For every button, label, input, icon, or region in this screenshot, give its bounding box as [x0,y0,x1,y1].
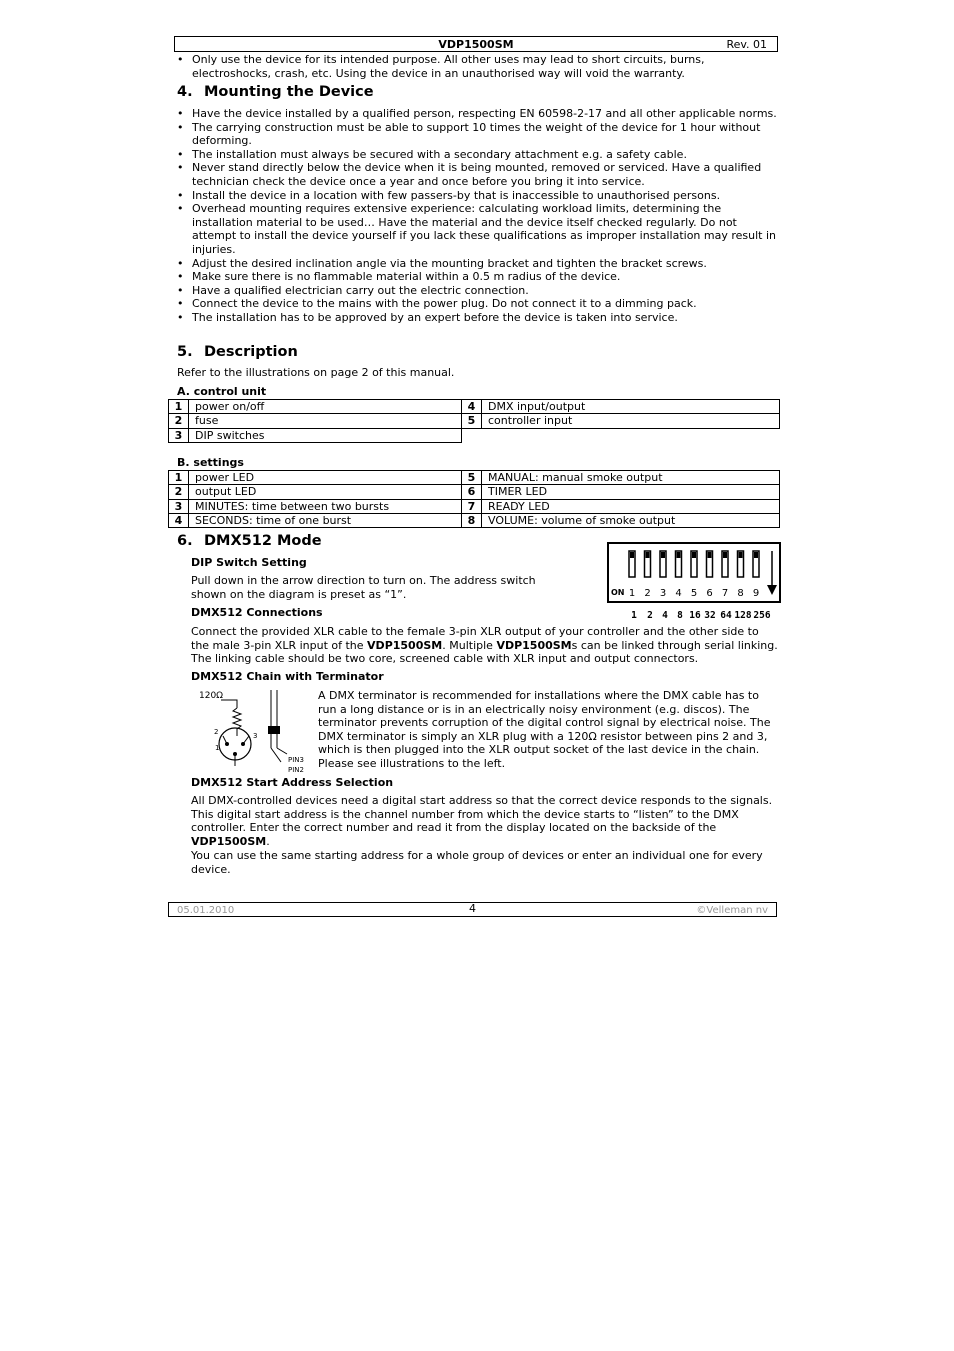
xlr-wire [243,736,249,744]
dip-switch-knob [754,552,758,558]
dip-switch-knob [692,552,696,558]
dip-switch-heading: DIP Switch Setting [191,556,307,569]
connector-line [277,748,287,754]
dip-switch-numbers [629,588,759,599]
dip-switch-value: 64 [720,610,732,621]
table-cell: DIP switches [189,428,462,442]
table-cell: controller input [482,414,780,428]
header-model: VDP1500SM [438,38,514,51]
text-run: . Multiple [442,638,497,652]
control-unit-label: A. control unit [177,385,267,398]
text-run: . [266,834,270,848]
dip-switch-number: 1 [628,588,636,599]
dip-on-label: ON [611,588,625,597]
dip-switch-number: 2 [644,588,651,599]
settings-label: B. settings [177,456,244,469]
pin3-label: PIN3 [288,756,304,764]
list-item: • The carrying construction must be able to support 10 times the weight of the device for 1 hour without deforming. [177,121,779,148]
dip-switch-text-1: Pull down in the arrow direction to turn on. The address switch [191,574,536,587]
list-item: • Make sure there is no flammable material within a 0.5 m radius of the device. [177,270,779,284]
table-row [169,513,780,527]
section-6-heading [177,535,322,549]
start-address-text [191,794,779,848]
chain-terminator-text: A DMX terminator is recommended for installations where the DMX cable has to run a long distance or is in an electrically noisy environment (e.g. discos). The terminator prevents corruption of the digital control signal by electrical noise. The DMX terminator is simply an XLR plug with a 120Ω resistor between pins 2 and 3, which is then plugged into the XLR output socket of the last device in the chain. Please see illustrations to the left. [318,689,771,770]
list-item: • Connect the device to the mains with the power plug. Do not connect it to a dimming pack. [177,297,779,311]
dip-switch-value: 32 [704,610,716,621]
resistor-label: 120Ω [199,691,224,701]
table-cell: output LED [189,485,462,499]
table-cell: MINUTES: time between two bursts [189,499,462,513]
list-item: • Overhead mounting requires extensive experience: calculating workload limits, determining the installation material to be used… Have the material and the device itself checked regularly. Do not attempt to install the device yourself if you lack these qualifications as improper installation may result in injuries. [177,202,779,256]
dip-switch-value: 128 [734,610,752,621]
table-cell: MANUAL: manual smoke output [482,471,780,485]
header-revision: Rev. 01 [726,38,767,51]
xlr-wire [223,736,227,744]
dip-switch-value: 1 [631,610,637,621]
pin2-label: PIN2 [288,766,304,774]
dip-switch-knob [677,552,681,558]
table-cell-num: 4 [169,513,189,527]
section-4-title: Mounting the Device [204,84,374,100]
table-row [169,400,780,414]
table-cell-empty [482,428,780,442]
section-5-title: Description [204,344,298,360]
dip-switch-value: 4 [662,610,668,621]
table-row [169,414,780,428]
dip-switch-values [631,610,771,621]
section-5-heading [177,346,298,360]
dip-switch-number: 6 [706,588,713,599]
chain-terminator-heading: DMX512 Chain with Terminator [191,670,384,683]
table-cell-num: 4 [462,400,482,414]
footer-date: 05.01.2010 [177,905,235,916]
table-cell: DMX input/output [482,400,780,414]
list-item: • Adjust the desired inclination angle via the mounting bracket and tighten the bracket screws. [177,257,779,271]
table-cell-empty [462,428,482,442]
connector-line [271,748,281,762]
dip-switch-knob [646,552,650,558]
start-address-heading: DMX512 Start Address Selection [191,776,394,789]
table-cell-num: 5 [462,414,482,428]
terminator-diagram [195,686,313,774]
page-header [174,36,778,52]
dip-switch-value: 8 [677,610,683,621]
text-run-bold: VDP1500SM [191,834,267,848]
dip-switch-text-2: shown on the diagram is preset as “1”. [191,588,407,601]
dip-switch-value: 16 [689,610,701,621]
text-run: s can be linked through serial linking. The linking cable should be two core, screened cable with XLR input and output connectors. [191,638,778,666]
dip-switch-diagram [606,541,782,623]
dip-switches [629,551,759,577]
dip-switch-number: 3 [659,588,667,599]
footer-copyright: ©Velleman nv [696,905,768,916]
dip-switch-number: 8 [737,588,744,599]
dmx-connections-text [191,625,779,666]
section-5-number: 5. [177,344,193,360]
table-cell-num: 5 [462,471,482,485]
dip-switch-number: 4 [675,588,682,599]
intro-bullet: • Only use the device for its intended purpose. All other uses may lead to short circuits, burns, electroshocks, crash, etc. Using the device in an unauthorised way will void the warranty. [177,53,779,80]
table-cell-num: 3 [169,499,189,513]
list-item: • Install the device in a location with few passers-by that is inaccessible to unauthorised persons. [177,189,779,203]
section-4-list [177,107,779,325]
dip-switch-number: 9 [752,588,760,599]
settings-table [168,470,780,528]
table-cell: fuse [189,414,462,428]
table-cell: SECONDS: time of one burst [189,513,462,527]
table-row [169,499,780,513]
table-row [169,428,780,442]
table-cell-num: 3 [169,428,189,442]
resistor-block-icon [268,726,280,734]
list-item: • The installation has to be approved by an expert before the device is taken into service. [177,311,779,325]
dip-switch-knob [630,552,634,558]
list-item: • The installation must always be secured with a secondary attachment e.g. a safety cable. [177,148,779,162]
pin-number-label: 1 [215,744,220,752]
dmx-connections-heading: DMX512 Connections [191,606,323,619]
dip-switch-knob [661,552,665,558]
table-cell-num: 6 [462,485,482,499]
dip-switch-value: 256 [753,610,771,621]
text-run: Connect the provided XLR cable to the female 3-pin XLR output of your controller and the other side to the male 3-pin XLR input of the [191,625,759,652]
table-cell-num: 2 [169,485,189,499]
dip-switch-value: 2 [647,610,653,621]
section-4-heading [177,86,374,100]
table-cell: VOLUME: volume of smoke output [482,513,780,527]
section-4-number: 4. [177,84,193,100]
list-item: • Never stand directly below the device when it is being mounted, removed or serviced. Have a qualified technician check the device once a year and once before you bring it into service. [177,161,779,188]
dip-switch-knob [723,552,727,558]
start-address-text-2: You can use the same starting address for a whole group of devices or enter an individual one for every device. [191,849,763,876]
intro-list [177,53,779,80]
table-cell-num: 1 [169,471,189,485]
table-row [169,485,780,499]
dip-switch-number: 5 [690,588,698,599]
arrow-down-icon [767,551,777,595]
resistor-lead [221,700,237,708]
resistor-icon [233,708,241,736]
table-cell: TIMER LED [482,485,780,499]
control-unit-table [168,399,780,443]
page-footer [168,902,777,917]
table-cell-num: 8 [462,513,482,527]
table-cell-num: 1 [169,400,189,414]
list-item: • Have the device installed by a qualified person, respecting EN 60598-2-17 and all other applicable norms. [177,107,779,121]
dip-switch-number: 7 [721,588,729,599]
section-6-number: 6. [177,533,193,549]
table-row [169,471,780,485]
footer-page-number: 4 [469,902,476,915]
table-cell: READY LED [482,499,780,513]
pin-number-label: 2 [214,728,219,736]
text-run: All DMX-controlled devices need a digital start address so that the correct device responds to the signals. This digital start address is the channel number from which the device starts to “listen” to the DMX controller. Enter the correct number and read it from the display located on the backside of the [191,794,773,835]
text-run-bold: VDP1500SM [367,638,443,652]
table-cell: power on/off [189,400,462,414]
pin-number-label: 3 [253,732,258,740]
table-cell-num: 7 [462,499,482,513]
list-item: • Have a qualified electrician carry out the electric connection. [177,284,779,298]
text-run-bold: VDP1500SM [496,638,572,652]
table-cell-num: 2 [169,414,189,428]
section-5-intro: Refer to the illustrations on page 2 of this manual. [177,366,455,379]
table-cell: power LED [189,471,462,485]
section-6-title: DMX512 Mode [204,533,322,549]
dip-switch-knob [708,552,712,558]
dip-switch-knob [739,552,743,558]
